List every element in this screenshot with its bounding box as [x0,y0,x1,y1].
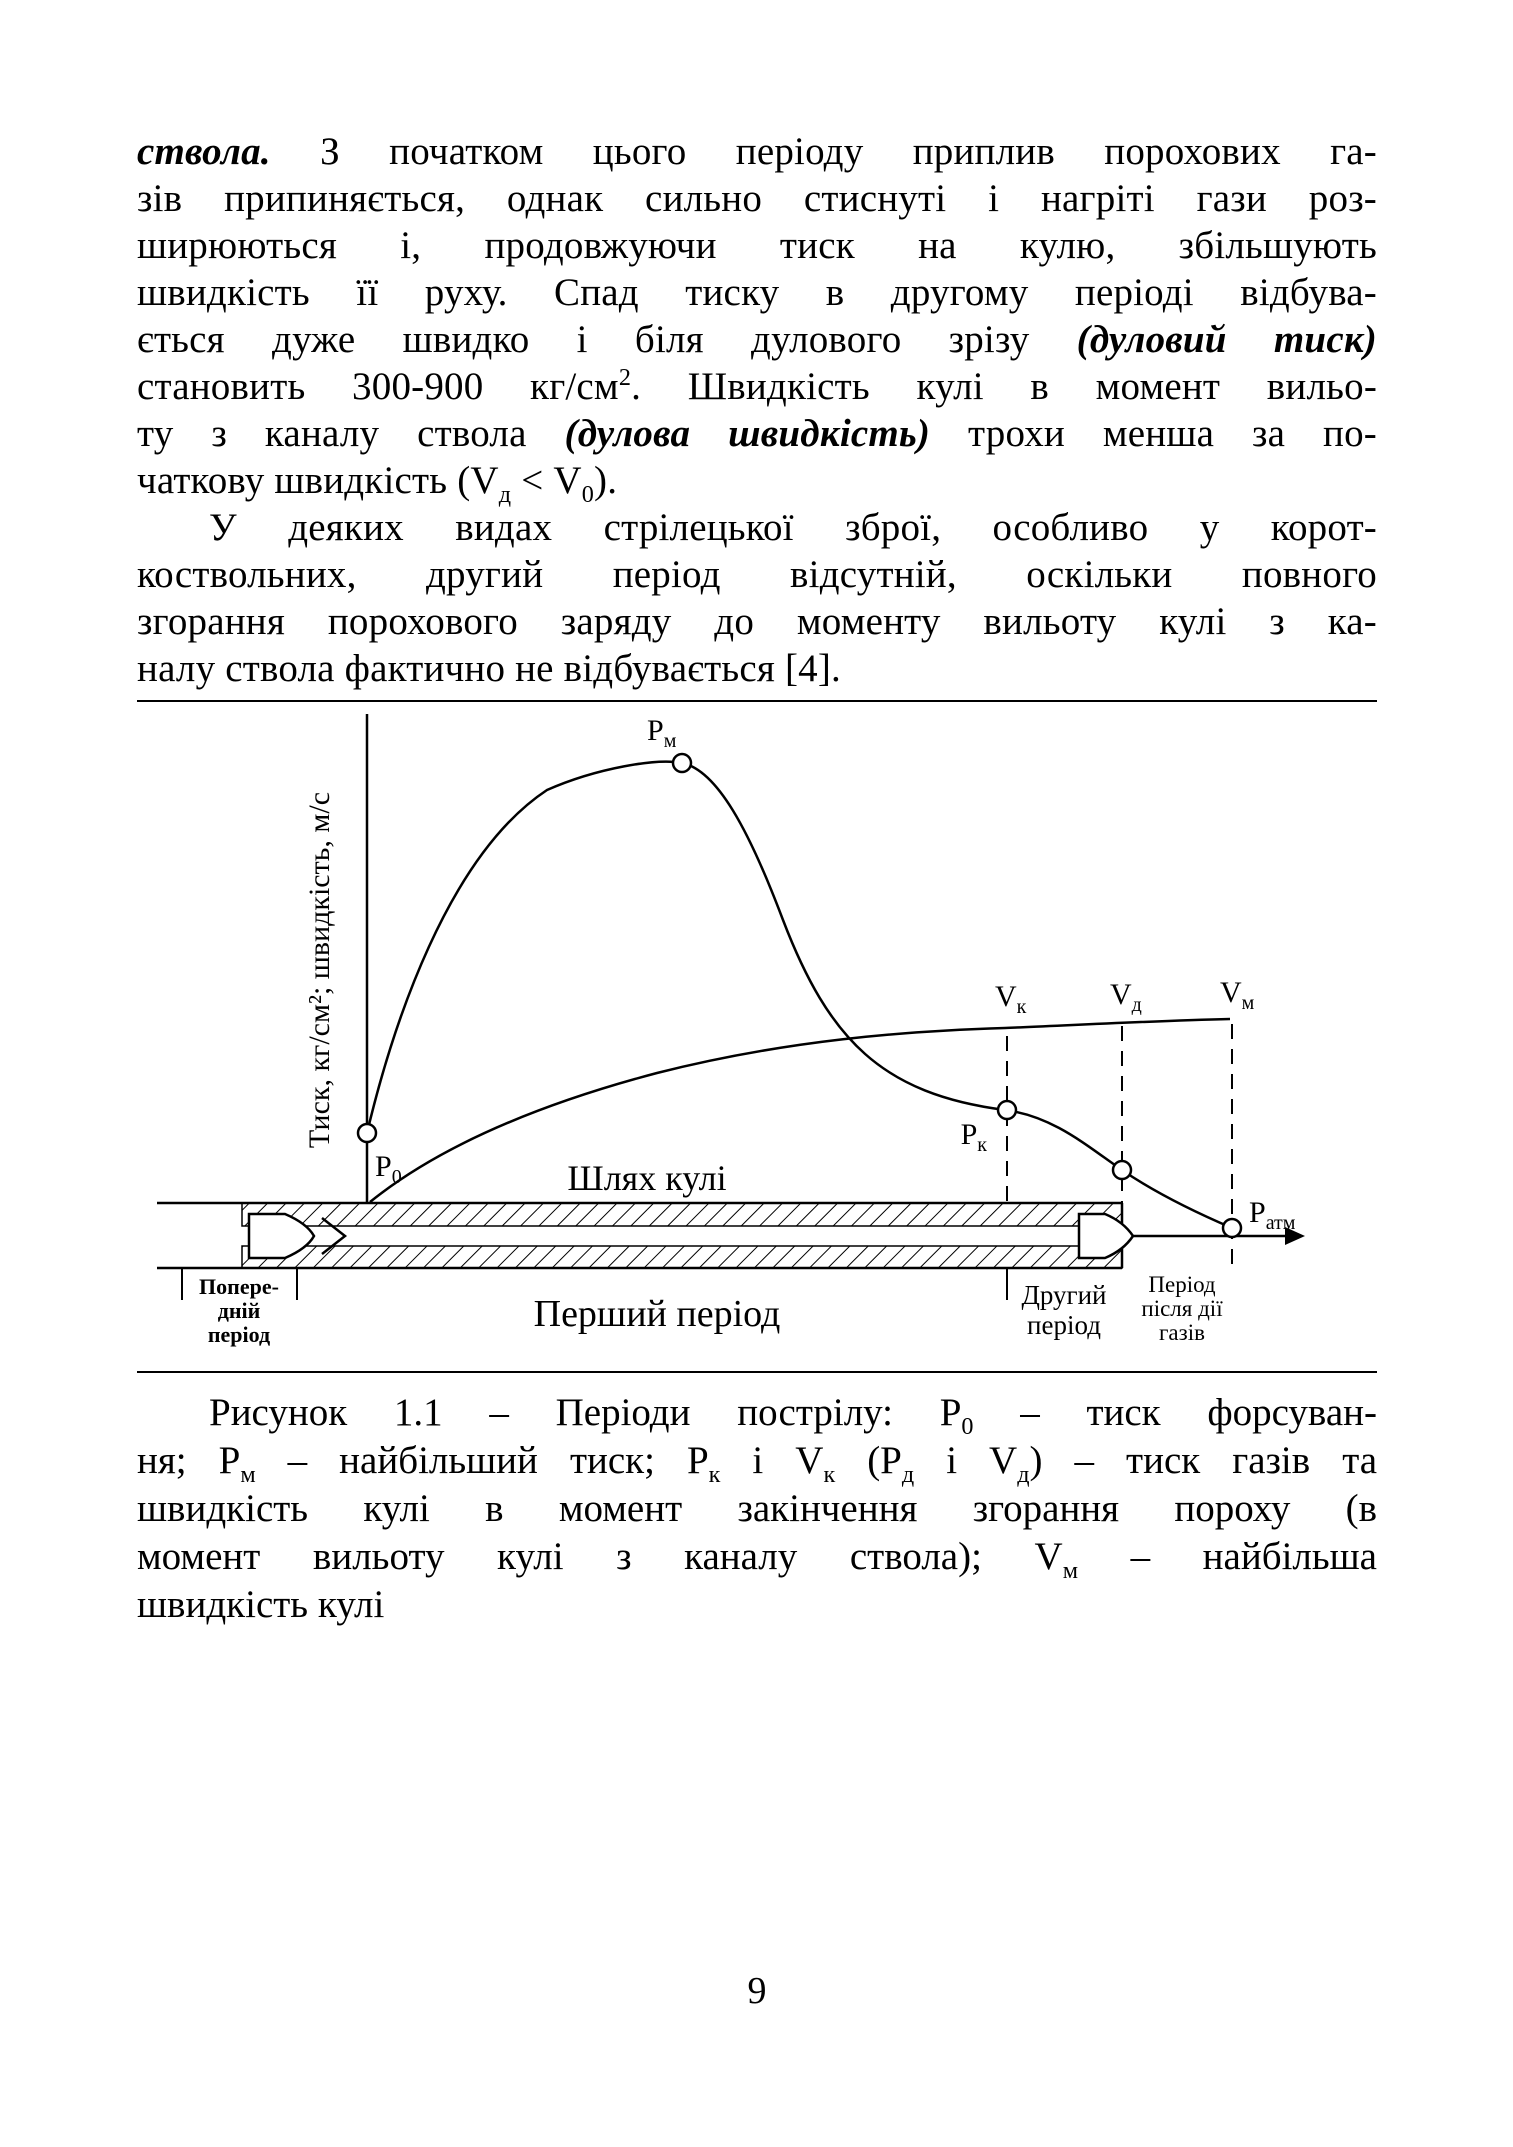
first-period-label: Перший період [533,1293,781,1335]
text-line [137,128,1377,175]
text-segment: (P [835,1439,902,1482]
figure-top-rule [137,700,1377,702]
text-segment: і V [720,1439,824,1482]
barrel-wall-bottom-hatch [242,1246,1122,1268]
text-line [137,457,1377,508]
text-segment: к [708,1460,721,1488]
text-segment: зів припиняється, однак сильно стиснуті і нагріті гази роз- [137,177,1377,220]
pk-label: $P_к$ [960,1118,987,1156]
preliminary-period-label-line1: Попере- [199,1274,279,1299]
text-segment: д [498,480,512,508]
pm-label: $P_м$ [647,714,677,752]
bullet-path-label: Шлях кулі [567,1158,727,1198]
text-segment: – найбільша [1078,1535,1377,1578]
text-segment: д [1017,1460,1030,1488]
text-segment: чаткову швидкість (V [137,459,499,502]
y-axis-label: Тиск, кг/см²; швидкість, м/с [303,791,336,1149]
patm-label: $P_{атм}$ [1249,1196,1296,1234]
text-line [137,1533,1377,1584]
text-segment: швидкість кулі [137,1583,385,1626]
text-segment: становить 300-900 кг/см [137,365,619,408]
text-segment: < V [511,459,582,502]
text-segment: і V [914,1439,1018,1482]
second-period-label-line2: період [1027,1310,1101,1340]
text-segment: ня; P [137,1439,241,1482]
figure-caption [137,1389,1377,1629]
velocity-curve [370,1019,1230,1202]
text-segment: 0 [961,1412,974,1440]
text-segment: налу ствола фактично не відбувається [4]. [137,647,841,690]
text-segment: м [240,1460,256,1488]
barrel-wall-top-hatch [242,1203,1122,1226]
text-segment: – тиск форсуван- [973,1391,1377,1434]
text-segment: коствольних, другий період відсутній, оскільки повного [137,553,1377,596]
text-segment: 0 [581,480,595,508]
text-segment: У деяких видах стрілецької зброї, особливо у корот- [209,506,1377,549]
text-segment: ствола. [137,130,271,173]
text-segment: З початком цього періоду приплив порохових га- [270,130,1377,173]
text-segment: ється дуже швидко і біля дулового зрізу [137,318,1077,361]
text-segment: ширюються і, продовжуючи тиск на кулю, збільшують [137,224,1377,267]
text-line [137,410,1377,457]
preliminary-period-label-line3: період [207,1322,271,1347]
text-segment: момент вильоту кулі з каналу ствола); V [137,1535,1063,1578]
preliminary-period-label-line2: дній [217,1298,261,1323]
text-line [137,598,1377,645]
p0-marker [358,1124,376,1142]
text-segment: швидкість кулі в момент закінчення згорання пороху (в [137,1487,1377,1530]
second-period-label-line1: Другий [1021,1280,1107,1310]
text-segment: ). [594,459,618,502]
text-segment: Рисунок 1.1 – Періоди пострілу: P [209,1391,962,1434]
text-line [137,222,1377,269]
pm-marker [673,754,691,772]
text-segment: ту з каналу ствола [137,412,565,455]
vm-label: $V_м$ [1220,976,1255,1014]
text-segment: – найбільший тиск; P [255,1439,709,1482]
text-segment: (дулова швидкість) [564,412,931,455]
muzzle-pressure-marker [1113,1161,1131,1179]
after-effect-period-label-line2: після дії [1141,1296,1223,1321]
text-segment: . Швидкість кулі в момент вильо- [631,365,1378,408]
text-segment: к [823,1460,836,1488]
text-segment: 2 [618,364,632,391]
vd-label: $V_д$ [1110,978,1142,1016]
figure-1-1 [137,708,1377,1363]
text-line [137,504,1377,551]
pressure-curve [367,762,1232,1228]
after-effect-period-label-line3: газів [1159,1320,1205,1345]
text-segment: ) – тиск газів та [1029,1439,1378,1482]
text-line [137,1581,1377,1629]
text-line [137,1437,1378,1488]
text-segment: д [901,1460,915,1488]
page-number: 9 [747,1970,767,2012]
text-line [137,645,1377,692]
patm-marker [1223,1219,1241,1237]
text-segment: м [1062,1556,1078,1584]
text-segment: трохи менша за по- [930,412,1377,455]
text-segment: згорання порохового заряду до моменту вильоту кулі з ка- [137,600,1377,643]
text-line [137,551,1377,598]
text-segment: (дуловий тиск) [1076,318,1377,361]
after-effect-period-label-line1: Період [1148,1272,1216,1297]
vk-label: $V_к$ [995,980,1027,1018]
figure-bottom-rule [137,1371,1377,1373]
body-paragraph-1 [137,128,1378,508]
pk-marker [998,1101,1016,1119]
text-line [137,1389,1377,1440]
text-line [137,316,1377,363]
text-line [137,1485,1377,1533]
text-line [137,175,1377,222]
text-line [137,269,1377,316]
text-segment: швидкість її руху. Спад тиску в другому періоді відбува- [137,271,1377,314]
body-paragraph-2 [137,504,1377,692]
ballistics-diagram [137,708,1377,1358]
text-line [137,363,1377,410]
bullet-at-muzzle [1079,1214,1133,1258]
p0-label: $P_0$ [375,1150,402,1188]
